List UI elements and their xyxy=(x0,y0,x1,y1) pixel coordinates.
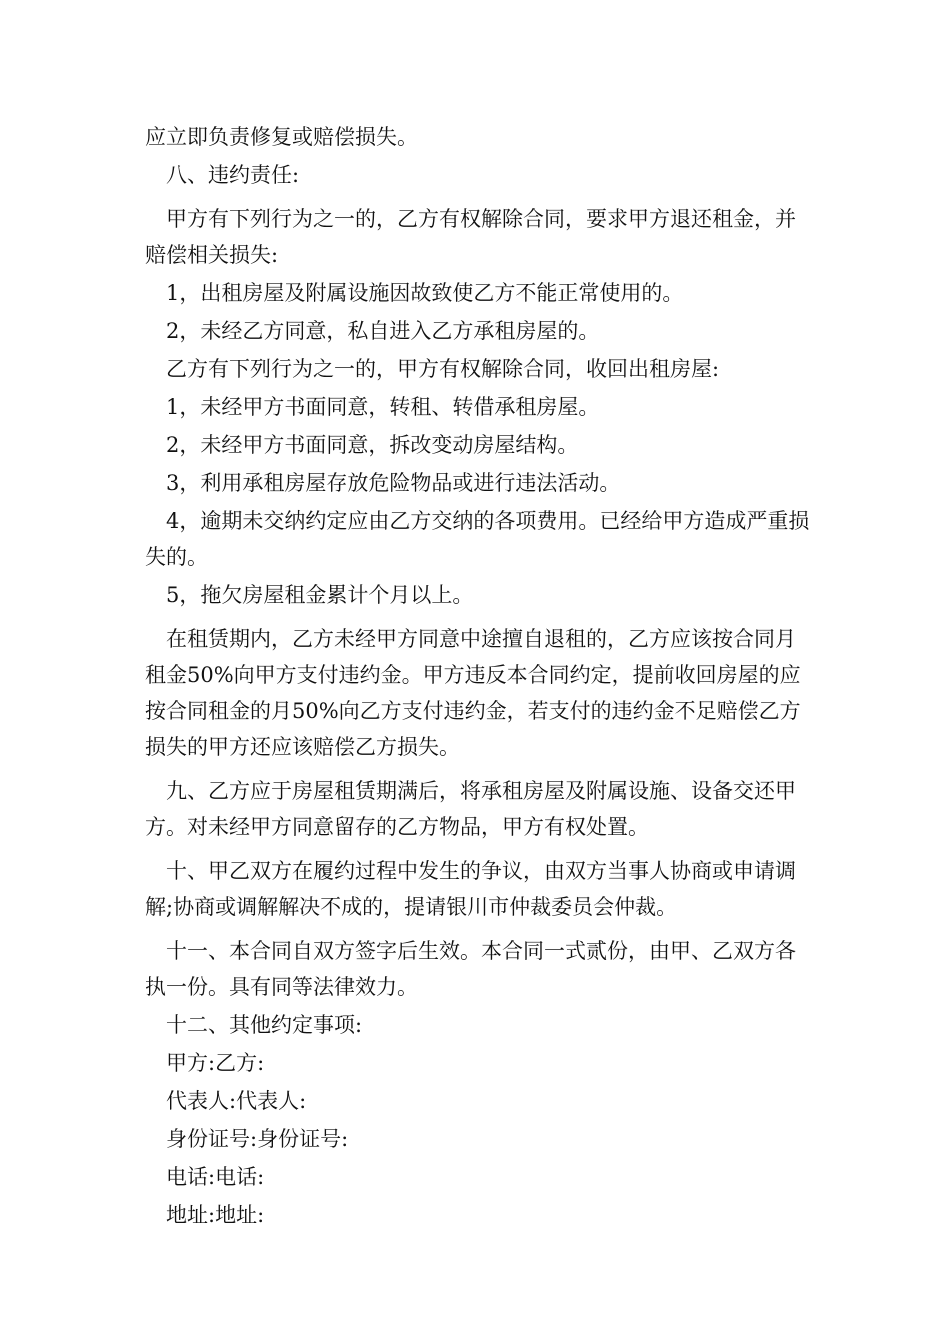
signature-id-line: 身份证号:身份证号: xyxy=(166,1127,349,1151)
section-twelve: 十二、其他约定事项: xyxy=(166,1013,363,1037)
section-heading-breach: 八、违约责任: xyxy=(166,163,300,187)
section-nine: 九、乙方应于房屋租赁期满后，将承租房屋及附属设施、设备交还甲方。对未经甲方同意留存的乙方物品，甲方有权处置。 xyxy=(145,779,796,839)
signature-address-line: 地址:地址: xyxy=(166,1203,265,1227)
section-ten: 十、甲乙双方在履约过程中发生的争议，由双方当事人协商或申请调解;协商或调解解决不成的，提请银川市仲裁委员会仲裁。 xyxy=(145,859,796,919)
list-item-landlord-2: 2，未经乙方同意，私自进入乙方承租房屋的。 xyxy=(166,319,600,343)
contract-text xyxy=(145,119,813,1233)
list-item-landlord-1: 1，出租房屋及附属设施因故致使乙方不能正常使用的。 xyxy=(166,281,684,305)
signature-representative-line: 代表人:代表人: xyxy=(166,1089,307,1113)
list-item-tenant-2: 2，未经甲方书面同意，拆改变动房屋结构。 xyxy=(166,433,579,457)
signature-party-line: 甲方:乙方: xyxy=(166,1051,265,1075)
list-item-tenant-4: 4，逾期未交纳约定应由乙方交纳的各项费用。已经给甲方造成严重损失的。 xyxy=(145,509,810,569)
list-item-tenant-5: 5，拖欠房屋租金累计个月以上。 xyxy=(166,583,474,607)
signature-phone-line: 电话:电话: xyxy=(166,1165,265,1189)
paragraph-continuation: 应立即负责修复或赔偿损失。 xyxy=(145,125,418,149)
list-item-tenant-3: 3，利用承租房屋存放危险物品或进行违法活动。 xyxy=(166,471,621,495)
list-item-tenant-1: 1，未经甲方书面同意，转租、转借承租房屋。 xyxy=(166,395,600,419)
paragraph-early-termination: 在租赁期内，乙方未经甲方同意中途擅自退租的，乙方应该按合同月租金50%向甲方支付违约金。甲方违反本合同约定，提前收回房屋的应按合同租金的月50%向乙方支付违约金，若支付的违约金不足赔偿乙方损失的甲方还应该赔偿乙方损失。 xyxy=(145,627,801,759)
paragraph-landlord-breach: 甲方有下列行为之一的，乙方有权解除合同，要求甲方退还租金，并赔偿相关损失: xyxy=(145,207,796,267)
paragraph-tenant-breach: 乙方有下列行为之一的，甲方有权解除合同，收回出租房屋: xyxy=(166,357,720,381)
section-eleven: 十一、本合同自双方签字后生效。本合同一式贰份，由甲、乙双方各执一份。具有同等法律效力。 xyxy=(145,939,796,999)
